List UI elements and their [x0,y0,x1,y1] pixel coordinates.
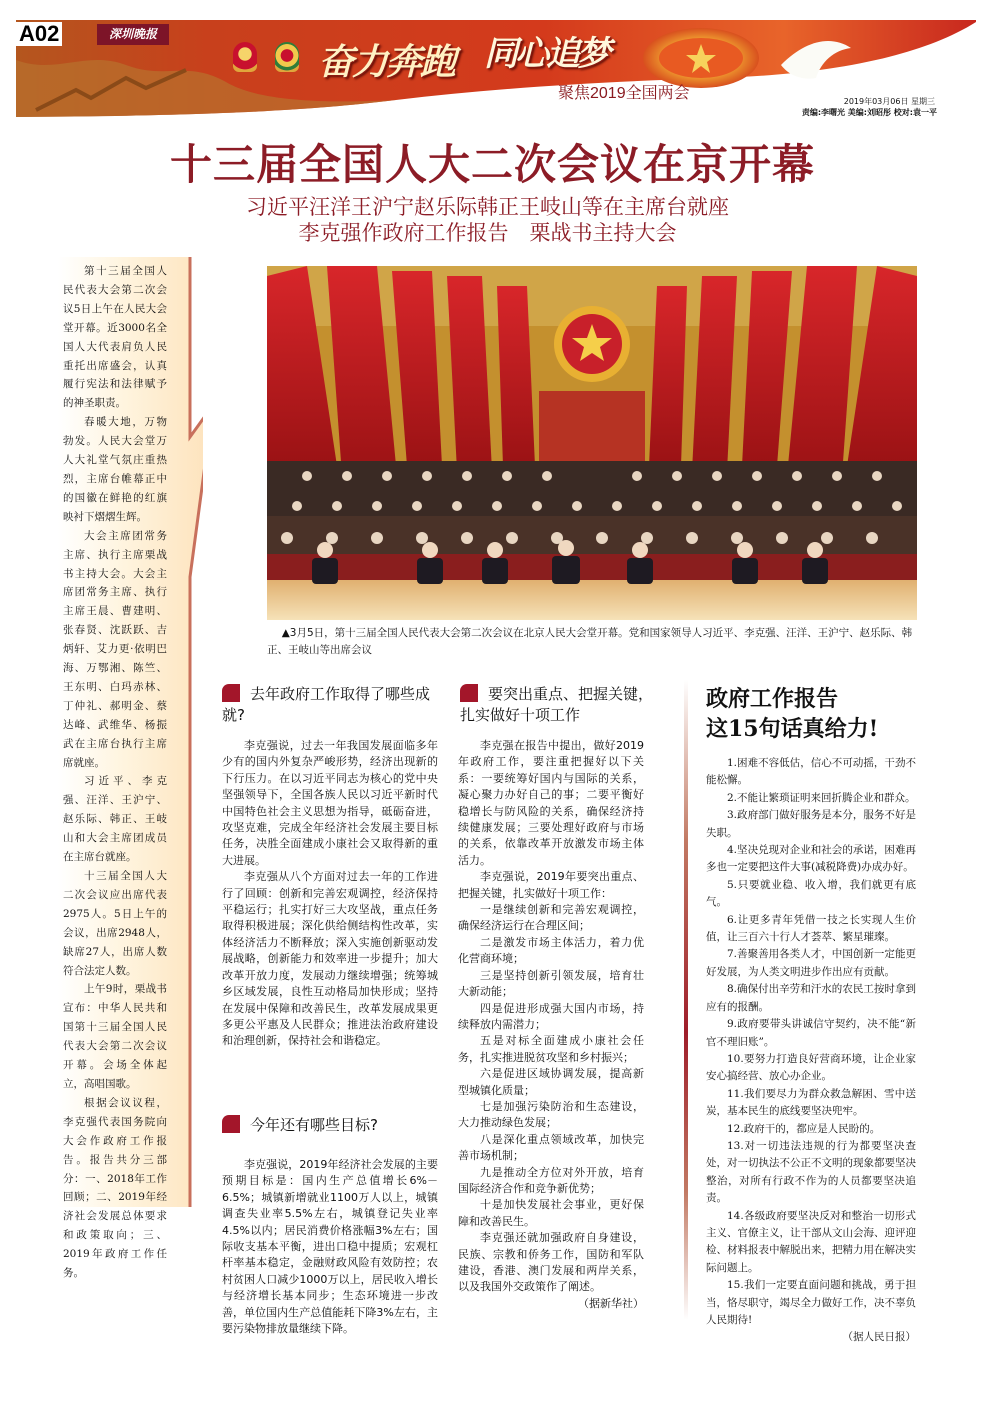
article-paragraph: 八是深化重点领域改革，加快完善市场机制； [458,1132,644,1163]
main-headline: 十三届全国人大二次会议在京开幕 [169,140,815,189]
article-source: （据新华社） [578,1296,644,1310]
news-photo [267,266,917,620]
slogan-calligraphy-2: 同心追梦 [484,34,608,74]
article-paragraph: 李克强还就加强政府自身建设，民族、宗教和侨务工作，国防和军队建设，香港、澳门发展和两岸关系，以及我国外交政策作了阐述。 [458,1231,644,1294]
section-heading-ten-tasks [460,684,660,726]
article-paragraph: 十是加快发展社会事业，更好保障和改善民生。 [458,1198,644,1228]
section-heading-targets [222,1115,447,1136]
section-marker-icon [222,1115,240,1133]
issue-date: 2019年03月06日 星期三 [843,97,935,106]
column-divider [684,680,688,1320]
quote-item: 3.政府部门做好服务是本分，服务不好是失职。 [706,809,916,839]
section-heading-text: 要突出重点、把握关键，扎实做好十项工作 [460,685,654,724]
sidebar-title-line1: 政府工作报告 [706,686,839,712]
sidebar-title [706,684,878,744]
cppcc-emblem-icon [275,42,299,72]
article-paragraph: 一是继续创新和完善宏观调控，确保经济运行在合理区间； [458,903,644,933]
lead-paragraph: 上午9时，栗战书宣布：中华人民共和国第十三届全国人民代表大会第二次会议开幕。会场全体起立，高唱国歌。 [63,983,167,1090]
assembly-hall-photo [267,266,917,620]
article-paragraph: 李克强在报告中提出，做好2019年政府工作，要注重把握好以下关系：一要统筹好国内与国际的关系，凝心聚力办好自己的事；二要平衡好稳增长与防风险的关系，确保经济持续健康发展；三要处理好政府与市场的关系，依靠改革开放激发市场主体活力。 [458,739,644,867]
photo-caption: ▲3月5日，第十三届全国人民代表大会第二次会议在北京人民大会堂开幕。党和国家领导人习近平、李克强、汪洋、王沪宁、赵乐际、韩正、王岐山等出席会议 [267,627,913,656]
article-paragraph: 李克强说，2019年要突出重点、把握关键，扎实做好十项工作： [458,870,644,900]
quote-item: 12.政府干的，都应是人民盼的。 [727,1122,881,1135]
lead-paragraph: 习近平、李克强、汪洋、王沪宁、赵乐际、韩正、王岐山和大会主席团成员在主席台就座。 [63,775,167,864]
sidebar-quote-list [706,755,916,1347]
slogan-calligraphy-1: 奋力奔跑 [318,41,455,83]
section-heading-text: 去年政府工作取得了哪些成就? [222,685,431,724]
quote-item: 1.困难不容低估，信心不可动摇，干劲不能松懈。 [706,757,916,787]
quote-item: 11.我们要尽力为群众救急解困、雪中送炭，基本民生的底线要坚决兜牢。 [706,1087,916,1118]
article-targets [222,1157,438,1337]
article-paragraph: 九是推动全方位对外开放，培育国际经济合作和竞争新优势； [458,1165,644,1195]
section-marker-icon [222,684,240,702]
lead-paragraph: 十三届全国人大二次会议应出席代表2975人。5日上午的会议，出席2948人，缺席27人，出席人数符合法定人数。 [63,870,167,977]
quote-item: 10.要努力打造良好营商环境，让企业家安心搞经营、放心办企业。 [706,1052,916,1083]
sidebar-source: （据人民日报） [842,1331,916,1344]
quote-item: 6.让更多青年凭借一技之长实现人生价值，让三百六十行人才荟萃、繁星璀璨。 [706,913,916,944]
section-heading-achievements [222,684,447,726]
article-paragraph: 六是促进区域协调发展，提高新型城镇化质量； [458,1067,644,1097]
lead-paragraph: 大会主席团常务主席、执行主席栗战书主持大会。大会主席团常务主席、执行主席王晨、曹建明、张春贤、沈跃跃、吉炳轩、艾力更·依明巴海、万鄂湘、陈竺、王东明、白玛赤林、丁仲礼、郝明金、蔡达峰、武维华、杨振武在主席台执行主席席就座。 [63,529,167,769]
section-marker-icon [460,684,478,702]
quote-item: 15.我们一定要直面问题和挑战，勇于担当，恪尽职守，竭尽全力做好工作，决不辜负人民期待! [706,1279,916,1326]
quote-item: 13.对一切违法违规的行为都要坚决查处，对一切执法不公正不文明的现象都要坚决整治，对所有行政不作为的人员都要坚决追责。 [706,1139,916,1205]
article-paragraph: 李克强说，过去一年我国发展面临多年少有的国内外复杂严峻形势，经济出现新的下行压力。在以习近平同志为核心的党中央坚强领导下，全国各族人民以习近平新时代中国特色社会主义思想为指导，砥砺奋进，攻坚克难，完成全年经济社会发展主要目标任务，决胜全面建成小康社会又取得新的重大进展。 [222,739,438,867]
article-ten-tasks [458,738,644,1312]
subheadline-2: 李克强作政府工作报告 栗战书主持大会 [298,221,677,245]
quote-item: 9.政府要带头讲诚信守契约，决不能“新官不理旧账”。 [706,1018,916,1048]
quote-item: 5.只要就业稳、收入增，我们就更有底气。 [706,878,916,909]
article-paragraph: 七是加强污染防治和生态建设，大力推动绿色发展； [458,1099,644,1130]
sidebar-title-line2: 这15句话真给力! [706,716,879,742]
article-achievements [222,738,438,1050]
lead-article [63,262,167,1283]
section-heading-text: 今年还有哪些目标? [250,1116,378,1134]
article-paragraph: 李克强从八个方面对过去一年的工作进行了回顾：创新和完善宏观调控，经济保持平稳运行；扎实打好三大攻坚战，重点任务取得积极进展；深化供给侧结构性改革，实体经济活力不断释放；深入实施创新驱动发展战略，创新能力和效率进一步提升；加大改革开放力度，发展动力继续增强；统筹城乡区域发展，良性互动格局加快形成；坚持在发展中保障和改善民生，改革发展成果更多更公平惠及人民群众；推进法治政府建设和治理创新，保持社会和谐稳定。 [222,870,438,1048]
article-paragraph: 五是对标全面建成小康社会任务，扎实推进脱贫攻坚和乡村振兴； [458,1034,644,1064]
subheadline-1: 习近平汪洋王沪宁赵乐际韩正王岐山等在主席台就座 [246,195,729,219]
quote-item: 14.各级政府要坚决反对和整治一切形式主义、官僚主义，让干部从文山会海、迎评迎检、材料报表中解脱出来，把精力用在解决实际问题上。 [706,1209,916,1274]
article-paragraph: 四是促进形成强大国内市场，持续释放内需潜力； [458,1001,644,1031]
quote-item: 7.善聚善用各类人才，中国创新一定能更好发展，为人类文明进步作出应有贡献。 [706,948,916,978]
quote-item: 2.不能让繁琐证明来回折腾企业和群众。 [727,791,916,804]
national-emblem-icon [233,42,257,72]
lead-paragraph: 春暖大地，万物勃发。人民大会堂万人大礼堂气氛庄重热烈，主席台帷幕正中的国徽在鲜艳的红旗映衬下熠熠生辉。 [63,416,167,523]
article-paragraph: 二是激发市场主体活力，着力优化营商环境； [458,935,644,966]
lead-paragraph: 第十三届全国人民代表大会第二次会议5日上午在人民大会堂开幕。近3000名全国人大代表肩负人民重托出席盛会，认真履行宪法和法律赋予的神圣职责。 [63,265,167,410]
editor-credits: 责编:李曙光 美编:刘昭彤 校对:袁一平 [801,108,937,117]
lead-paragraph: 根据会议议程，李克强代表国务院向大会作政府工作报告。报告共分三部分：一、2018年工作回顾；二、2019年经济社会发展总体要求和政策取向；三、2019年政府工作任务。 [63,1096,167,1280]
article-paragraph: 三是坚持创新引领发展，培育壮大新动能； [458,968,644,999]
article-paragraph: 李克强说，2019年经济社会发展的主要预期目标是：国内生产总值增长6%－6.5%；城镇新增就业1100万人以上，城镇调查失业率5.5%左右，城镇登记失业率4.5%以内；居民消费价格涨幅3%左右；国际收支基本平衡，进出口稳中提质；宏观杠杆率基本稳定，金融财政风险有效防控；农村贫困人口减少1000万以上，居民收入增长与经济增长基本同步；生态环境进一步改善，单位国内生产总值能耗下降3%左右，主要污染物排放量继续下降。 [222,1158,438,1336]
quote-item: 8.确保付出辛劳和汗水的农民工按时拿到应有的报酬。 [706,983,916,1013]
newspaper-logo: 深圳晚报 [97,24,169,45]
page-number: A02 [16,22,62,46]
section-label: 聚焦2019全国两会 [558,85,690,102]
quote-item: 4.坚决兑现对企业和社会的承诺，困难再多也一定要把这件大事(减税降费)办成办好。 [706,844,916,874]
